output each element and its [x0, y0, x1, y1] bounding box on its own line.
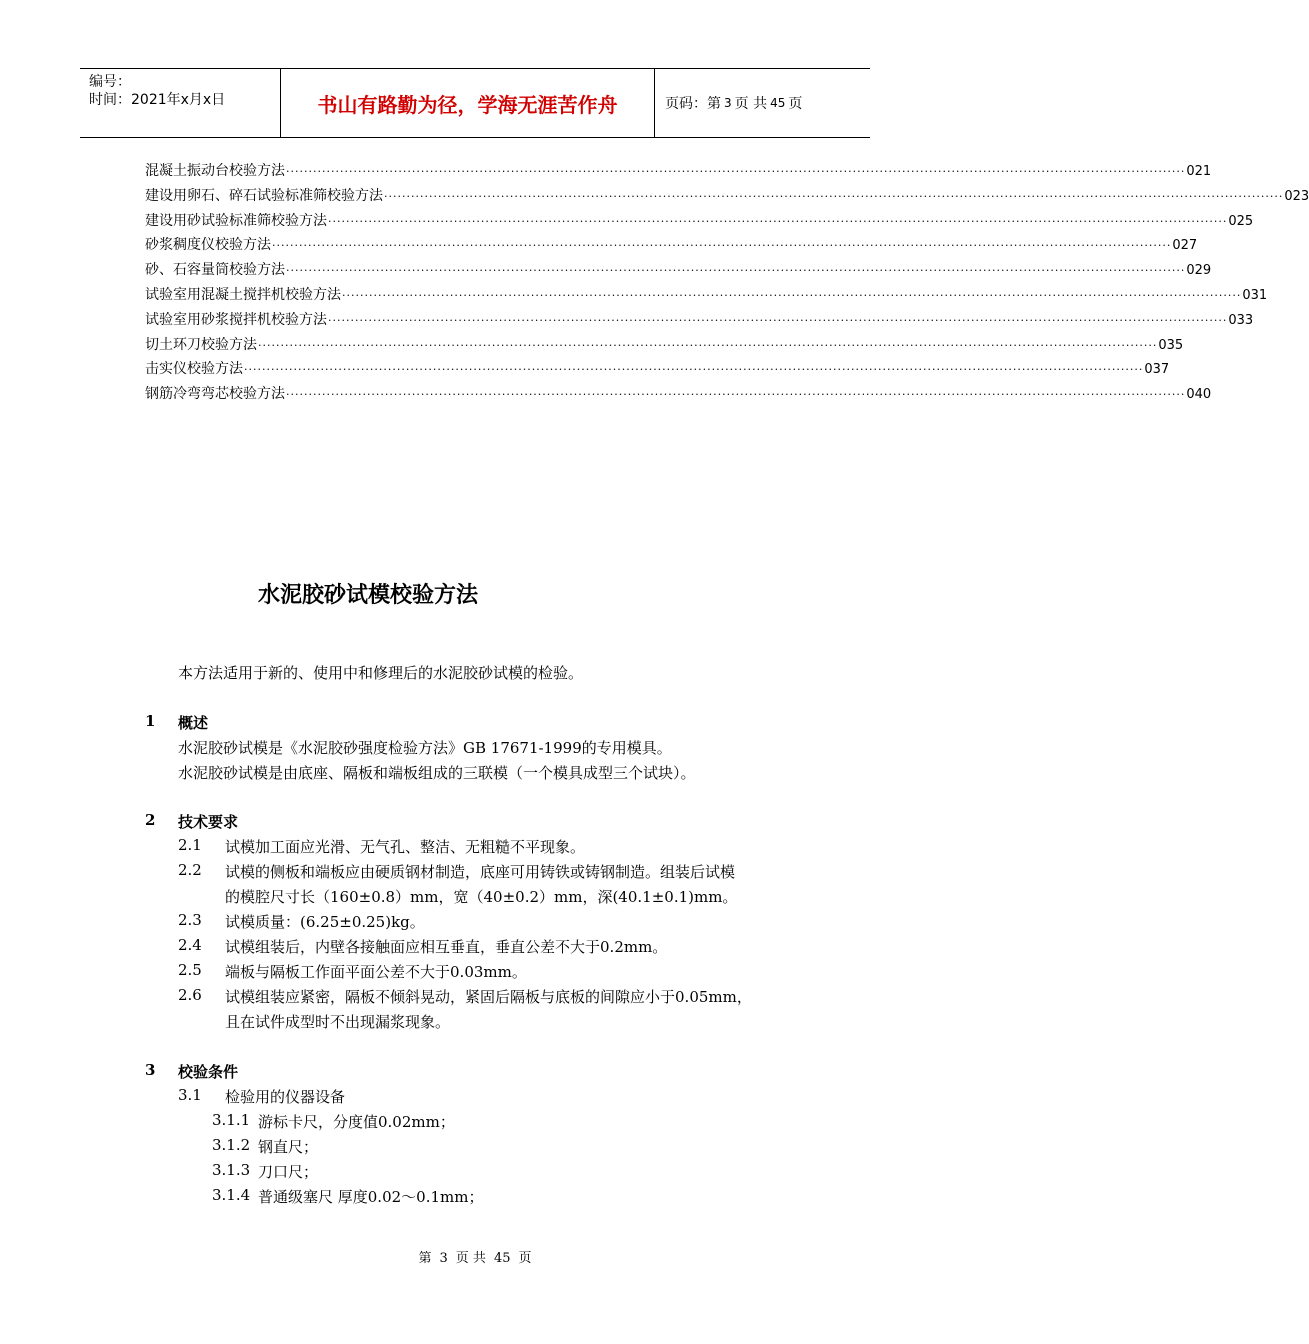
intro-paragraph: 本方法适用于新的、使用中和修理后的水泥胶砂试模的检验。 [178, 664, 584, 682]
header-page-current: 3 [724, 96, 732, 110]
item-number: 3.1.1 [212, 1111, 251, 1129]
time-label: 时间：2021年x月x日 [89, 92, 226, 108]
toc-entry-page: 021 [1186, 164, 1212, 179]
toc-leader-dots: ········································································································································································································ [328, 313, 1228, 327]
item-text: 游标卡尺，分度值0.02mm； [258, 1113, 455, 1131]
toc-entry-title: 混凝土振动台校验方法 [145, 163, 285, 179]
item-number: 3.1.2 [212, 1136, 251, 1154]
item-number: 2.2 [178, 861, 202, 879]
item-text: 且在试件成型时不出现漏浆现象。 [225, 1013, 451, 1031]
item-text: 试模组装后，内壁各接触面应相互垂直，垂直公差不大于0.2mm。 [225, 938, 668, 956]
subsection-title: 检验用的仪器设备 [225, 1088, 346, 1106]
toc-entry-page: 037 [1144, 362, 1170, 378]
motto: 书山有路勤为径，学海无涯苦作舟 [281, 69, 655, 137]
toc-entry[interactable] [145, 383, 1212, 408]
item-number: 2.3 [178, 911, 202, 929]
toc-entry-title: 钢筋冷弯弯芯校验方法 [145, 386, 285, 403]
section-1-title: 概述 [178, 714, 209, 732]
doc-title: 水泥胶砂试模校验方法 [258, 583, 479, 608]
section-1-paragraph: 水泥胶砂试模是由底座、隔板和端板组成的三联模（一个模具成型三个试块）。 [178, 764, 696, 782]
item-number: 3.1.3 [212, 1161, 251, 1179]
footer-page-current: 3 [439, 1251, 448, 1266]
section-2-title: 技术要求 [178, 813, 239, 831]
toc-leader-dots: ········································································································································································································ [286, 264, 1186, 278]
toc-entry-title: 试验室用混凝土搅拌机校验方法 [145, 286, 341, 303]
item-text: 钢直尺； [258, 1138, 319, 1156]
toc-leader-dots: ········································································································································································································ [286, 165, 1186, 178]
item-text: 试模加工面应光滑、无气孔、整洁、无粗糙不平现象。 [225, 838, 586, 856]
subsection-number: 3.1 [178, 1086, 202, 1104]
toc-leader-dots: ········································································································································································································ [328, 214, 1228, 228]
toc-entry-page: 027 [1172, 238, 1198, 254]
item-number: 2.6 [178, 986, 202, 1004]
toc-entry-title: 试验室用砂浆搅拌机校验方法 [145, 311, 327, 328]
toc-entry[interactable] [145, 234, 1198, 259]
toc-entry-page: 031 [1242, 287, 1268, 303]
section-3-title: 校验条件 [178, 1063, 239, 1081]
item-text: 试模组装应紧密，隔板不倾斜晃动，紧固后隔板与底板的间隙应小于0.05mm， [225, 988, 752, 1006]
page-footer: 第 3 页 共 45 页 [418, 1251, 532, 1266]
toc-leader-dots: ········································································································································································································ [286, 388, 1186, 402]
item-number: 2.4 [178, 936, 202, 954]
toc-entry-title: 砂、石容量筒校验方法 [145, 262, 285, 279]
item-text: 的模腔尺寸长（160±0.8）mm，宽（40±0.2）mm，深(40.1±0.1)mm。 [225, 888, 738, 906]
toc-entry-page: 025 [1228, 213, 1254, 229]
item-number: 2.1 [178, 836, 202, 854]
header-page-info: 页码：第 3 页 共 45 页 [665, 96, 803, 112]
toc-leader-dots: ········································································································································································································ [244, 363, 1144, 377]
toc-leader-dots: ········································································································································································································ [384, 189, 1284, 203]
toc-leader-dots: ········································································································································································································ [342, 288, 1242, 302]
section-2-number: 2 [145, 811, 156, 829]
toc-entry[interactable] [145, 358, 1170, 383]
toc-entry-title: 砂浆稠度仪校验方法 [145, 237, 271, 254]
item-number: 3.1.4 [212, 1186, 251, 1204]
toc-entry-page: 033 [1228, 312, 1254, 328]
item-text: 试模的侧板和端板应由硬质钢材制造，底座可用铸铁或铸钢制造。组装后试模 [225, 863, 736, 881]
toc-entry[interactable] [145, 160, 1212, 185]
section-3-number: 3 [145, 1061, 156, 1079]
item-text: 端板与隔板工作面平面公差不大于0.03mm。 [225, 963, 527, 981]
toc-entry[interactable] [145, 185, 1309, 210]
header-page-total: 45 [770, 96, 786, 110]
toc-leader-dots: ········································································································································································································ [258, 338, 1158, 352]
number-label: 编号： [89, 74, 131, 90]
item-text: 普通级塞尺 厚度0.02～0.1mm； [258, 1188, 484, 1206]
header-meta [80, 69, 281, 137]
item-text: 刀口尺； [258, 1163, 319, 1181]
toc-entry[interactable] [145, 284, 1268, 309]
toc-entry-title: 击实仪校验方法 [145, 361, 243, 378]
section-1-paragraph: 水泥胶砂试模是《水泥胶砂强度检验方法》GB 17671-1999的专用模具。 [178, 739, 672, 757]
toc-entry[interactable] [145, 210, 1254, 235]
toc-entry[interactable] [145, 259, 1212, 284]
toc-entry-page: 023 [1284, 188, 1309, 204]
item-text: 试模质量：(6.25±0.25)kg。 [225, 913, 425, 931]
toc-entry[interactable] [145, 334, 1184, 359]
toc-entry-page: 035 [1158, 337, 1184, 353]
toc-entry-page: 029 [1186, 263, 1212, 279]
footer-page-total: 45 [493, 1251, 511, 1266]
page-header [80, 68, 870, 138]
section-1-number: 1 [145, 712, 156, 730]
toc-leader-dots: ········································································································································································································ [272, 239, 1172, 253]
table-of-contents [145, 160, 1309, 408]
toc-entry-title: 切土环刀校验方法 [145, 336, 257, 353]
toc-entry-title: 建设用砂试验标准筛校验方法 [145, 212, 327, 229]
toc-entry[interactable] [145, 309, 1254, 334]
toc-entry-title: 建设用卵石、碎石试验标准筛校验方法 [145, 187, 383, 204]
toc-entry-page: 040 [1186, 387, 1212, 403]
item-number: 2.5 [178, 961, 202, 979]
